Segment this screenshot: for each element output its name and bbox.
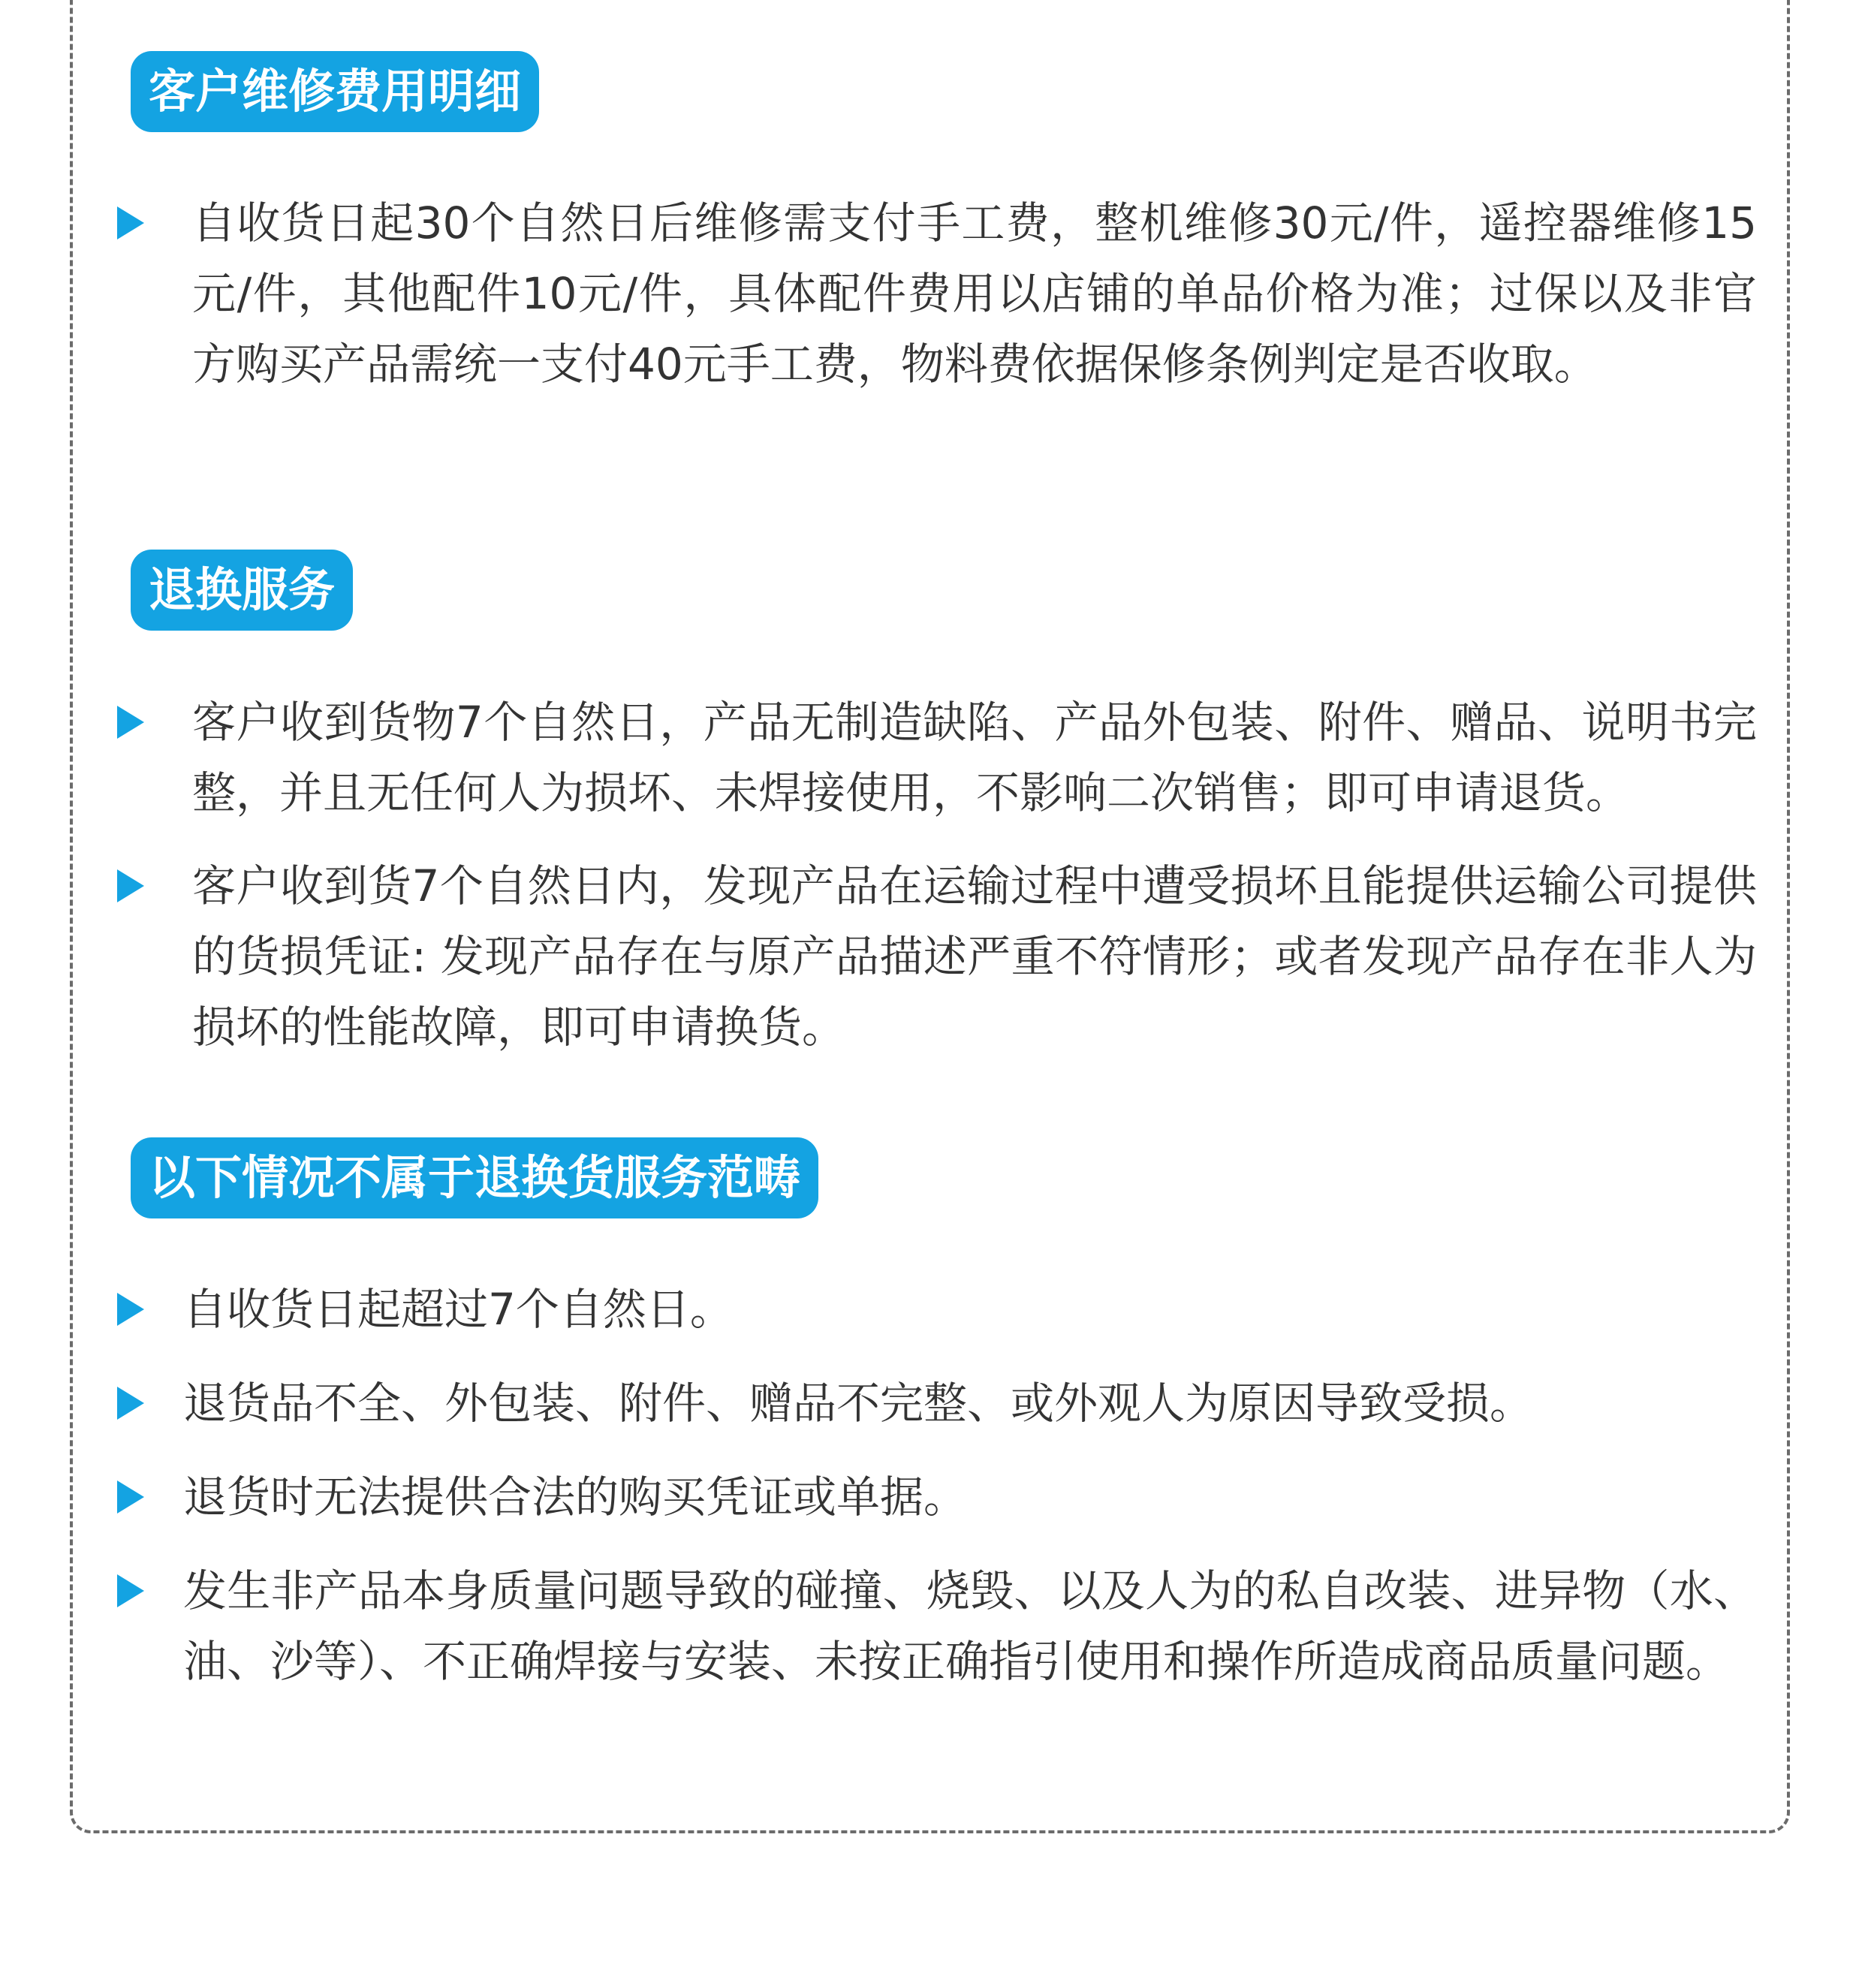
list-item-text: 自收货日起30个自然日后维修需支付手工费，整机维修30元/件，遥控器维修15元/件，其他配件10元/件，具体配件费用以店铺的单品价格为准；过保以及非官方购买产品需统一支付40元手工费，物料费依据保修条例判定是否收取。 bbox=[192, 197, 1757, 390]
triangle-bullet-icon bbox=[117, 1574, 144, 1607]
triangle-bullet-icon bbox=[117, 1480, 144, 1514]
list-item bbox=[114, 1556, 1757, 1697]
section-title-return-exchange: 退换服务 bbox=[131, 550, 353, 631]
list-item bbox=[114, 687, 1757, 828]
list-item bbox=[114, 188, 1757, 399]
list-item bbox=[114, 1368, 1757, 1438]
list-item bbox=[114, 1274, 1757, 1345]
triangle-bullet-icon bbox=[117, 869, 144, 902]
section-title-repair-fees: 客户维修费用明细 bbox=[131, 51, 539, 132]
list-item-text: 客户收到货7个自然日内，发现产品在运输过程中遭受损坏且能提供运输公司提供的货损凭证: 发现产品存在与原产品描述严重不符情形；或者发现产品存在非人为损坏的性能故障，即可申请换货。 bbox=[192, 860, 1757, 1053]
list-item-text: 客户收到货物7个自然日，产品无制造缺陷、产品外包装、附件、赠品、说明书完整，并且无任何人为损坏、未焊接使用，不影响二次销售；即可申请退货。 bbox=[192, 697, 1757, 818]
list-item-text: 退货品不全、外包装、附件、赠品不完整、或外观人为原因导致受损。 bbox=[183, 1378, 1534, 1429]
triangle-bullet-icon bbox=[117, 1293, 144, 1326]
triangle-bullet-icon bbox=[117, 1387, 144, 1420]
section-title-exclusions: 以下情况不属于退换货服务范畴 bbox=[131, 1137, 818, 1218]
list-item-text: 自收货日起超过7个自然日。 bbox=[183, 1284, 734, 1335]
list-item-text: 退货时无法提供合法的购买凭证或单据。 bbox=[183, 1471, 968, 1523]
triangle-bullet-icon bbox=[117, 706, 144, 739]
list-item bbox=[114, 851, 1757, 1062]
triangle-bullet-icon bbox=[117, 206, 144, 239]
list-item-text: 发生非产品本身质量问题导致的碰撞、烧毁、以及人为的私自改装、进异物（水、油、沙等）、不正确焊接与安装、未按正确指引使用和操作所造成商品质量问题。 bbox=[183, 1565, 1757, 1687]
list-item bbox=[114, 1462, 1757, 1532]
